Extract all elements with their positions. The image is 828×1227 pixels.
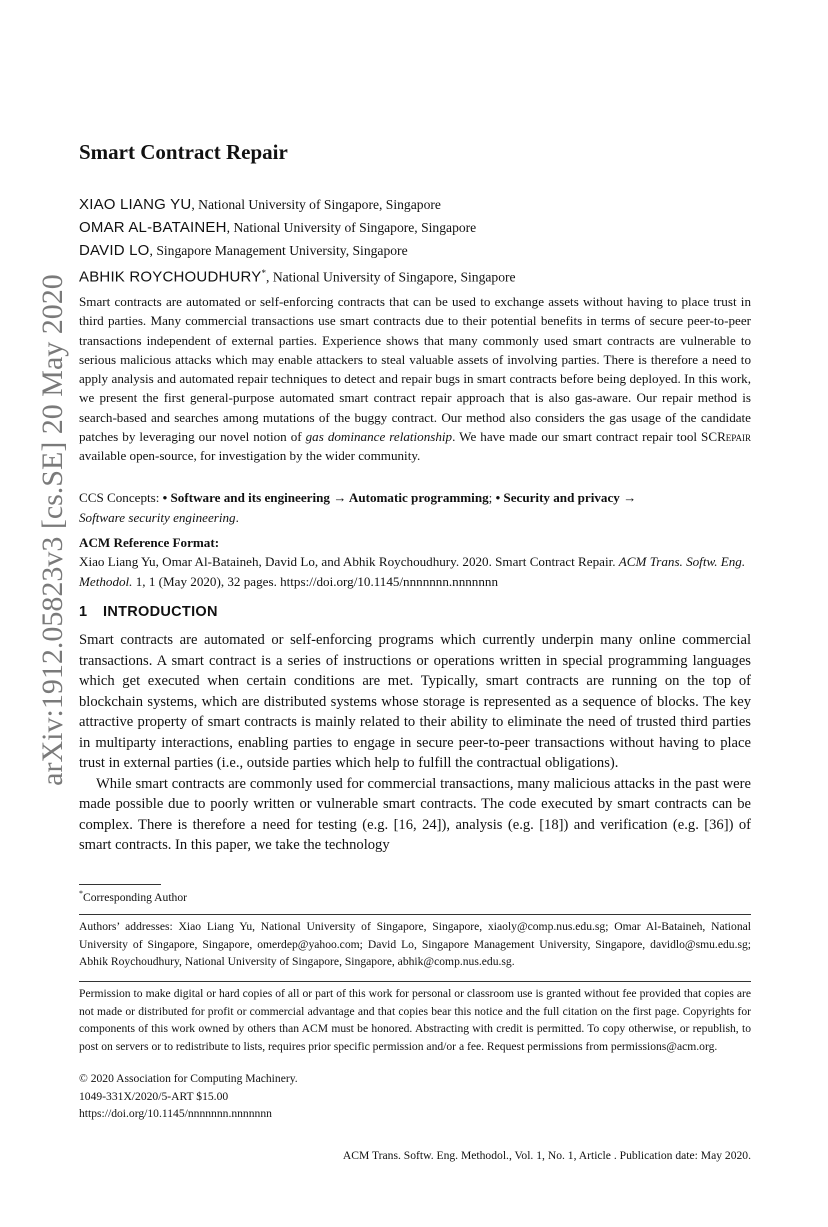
author-list [79,193,751,289]
section-heading [79,604,218,620]
author-affiliation: , Singapore Management University, Singapore [149,243,408,258]
author-addresses: Authors’ addresses: Xiao Liang Yu, National University of Singapore, Singapore, xiaoly@comp.nus.edu.sg; Omar Al-Bataineh, National University of Singapore, Singapore, omerdep@yahoo.com; David Lo, Singapore Management University, Singapore, davidlo@smu.edu.sg; Abhik Roychoudhury, National University of Singapore, Singapore, abhik@comp.nus.edu.sg. [79,920,751,968]
abstract [79,292,751,466]
ccs-concept-3: Software security engineering [79,509,236,525]
author-line [79,216,751,239]
introduction-body [79,630,751,856]
author-name: OMAR AL-BATAINEH [79,219,227,236]
isbn-line: 1049-331X/2020/5-ART $15.00 [79,1090,229,1103]
page-footer: ACM Trans. Softw. Eng. Methodol., Vol. 1, No. 1, Article . Publication date: May 2020. [342,1149,751,1162]
addresses-rule [79,914,751,915]
abstract-text: Smart contracts are automated or self-enforcing contracts that can be used to exchange assets without having to place trust in third parties. Many commercial transactions use smart contracts due to their potential benefits in terms of secure peer-to-peer transactions independent of external parties. Experience shows that many commonly used smart contracts are vulnerable to serious malicious attacks which may enable attackers to steal valuable assets of involving parties. There is therefore a need to apply analysis and automated repair techniques to detect and repair bugs in smart contracts before being deployed. In this work, we present the first general-purpose automated smart contract repair approach that is also gas-aware. Our repair method is search-based and searches among mutations of the buggy contract. Our method also considers the gas usage of the candidate patches by leveraging our novel notion of [79,294,751,445]
doi-line: https://doi.org/10.1145/nnnnnnn.nnnnnnn [79,1107,272,1120]
section-number: 1 [79,604,88,620]
author-line [79,239,751,262]
ccs-label: CCS Concepts: [79,490,163,505]
abstract-text-end: available open-source, for investigation by the wider community. [79,448,421,464]
author-affiliation: , National University of Singapore, Singapore [266,269,516,285]
permission-rule [79,981,751,982]
footnote-marker: * [79,889,83,898]
acm-reference-text: Xiao Liang Yu, Omar Al-Bataineh, David Lo, and Abhik Roychoudhury. 2020. Smart Contract Repair. [79,554,619,569]
footnote-rule [79,884,161,885]
copyright-line: © 2020 Association for Computing Machinery. [79,1072,298,1085]
paragraph: While smart contracts are commonly used for commercial transactions, many malicious attacks in the past were made possible due to poorly written or vulnerable smart contracts. The code executed by smart contracts can be complex. There is therefore a need for testing (e.g. [16, 24]), analysis (e.g. [18]) and verification (e.g. [36]) of smart contracts. In this paper, we take the technology [79,775,751,853]
author-line [79,193,751,216]
author-name: ABHIK ROYCHOUDHURY [79,268,262,286]
footnote-text: Corresponding Author [83,890,188,904]
paragraph: Smart contracts are automated or self-enforcing programs which currently underpin many online commercial transactions. A smart contract is a series of instructions or operations written in special programming languages which get executed when certain conditions are met. Typically, smart contracts are running on the top of blockchain systems, which are distributed systems whose storage is represented as a sequence of blocks. The key attractive property of smart contracts is mainly related to their ability to eliminate the need of trusted third parties in multiparty interactions, enabling parties to engage in secure peer-to-peer transactions without having to place trust in external parties (i.e., outside parties which help to fulfill the contractual obligations). [79,632,751,771]
acm-reference [79,552,751,591]
tool-name-smallcaps: Repair [717,429,751,445]
abstract-text-middle: . We have made our smart contract repair tool SC [452,429,718,445]
acm-reference-heading: ACM Reference Format: [79,535,220,550]
acm-reference-journal: ACM Trans. Softw. Eng. Methodol. [79,554,746,589]
arxiv-stamp: arXiv:1912.05823v3 [cs.SE] 20 May 2020 [36,274,69,786]
author-name: XIAO LIANG YU [79,196,192,213]
footnote [79,889,187,904]
corresponding-marker: * [261,268,267,278]
ccs-separator: ; [488,490,496,505]
ccs-concepts [79,488,751,527]
author-affiliation: , National University of Singapore, Singapore [226,220,477,235]
ccs-concept-2: • Security and privacy → [495,490,637,505]
author-affiliation: , National University of Singapore, Singapore [191,197,441,212]
section-title: INTRODUCTION [103,604,218,620]
ccs-end: . [235,509,239,525]
ccs-concept-1: • Software and its engineering → Automatic programming [162,490,489,505]
acm-reference-rest: 1, 1 (May 2020), 32 pages. https://doi.org/10.1145/nnnnnnn.nnnnnnn [132,573,498,589]
permission-notice: Permission to make digital or hard copies of all or part of this work for personal or classroom use is granted without fee provided that copies are not made or distributed for profit or commercial advantage and that copies bear this notice and the full citation on the first page. Copyrights for components of this work owned by others than ACM must be honored. Abstracting with credit is permitted. To copy otherwise, or republish, to post on servers or to redistribute to lists, requires prior specific permission and/or a fee. Request permissions from permissions@acm.org. [79,987,751,1053]
author-line [79,262,751,289]
paper-title: Smart Contract Repair [79,140,288,164]
abstract-emphasis: gas dominance relationship [305,429,453,445]
author-name: DAVID LO [79,242,150,259]
